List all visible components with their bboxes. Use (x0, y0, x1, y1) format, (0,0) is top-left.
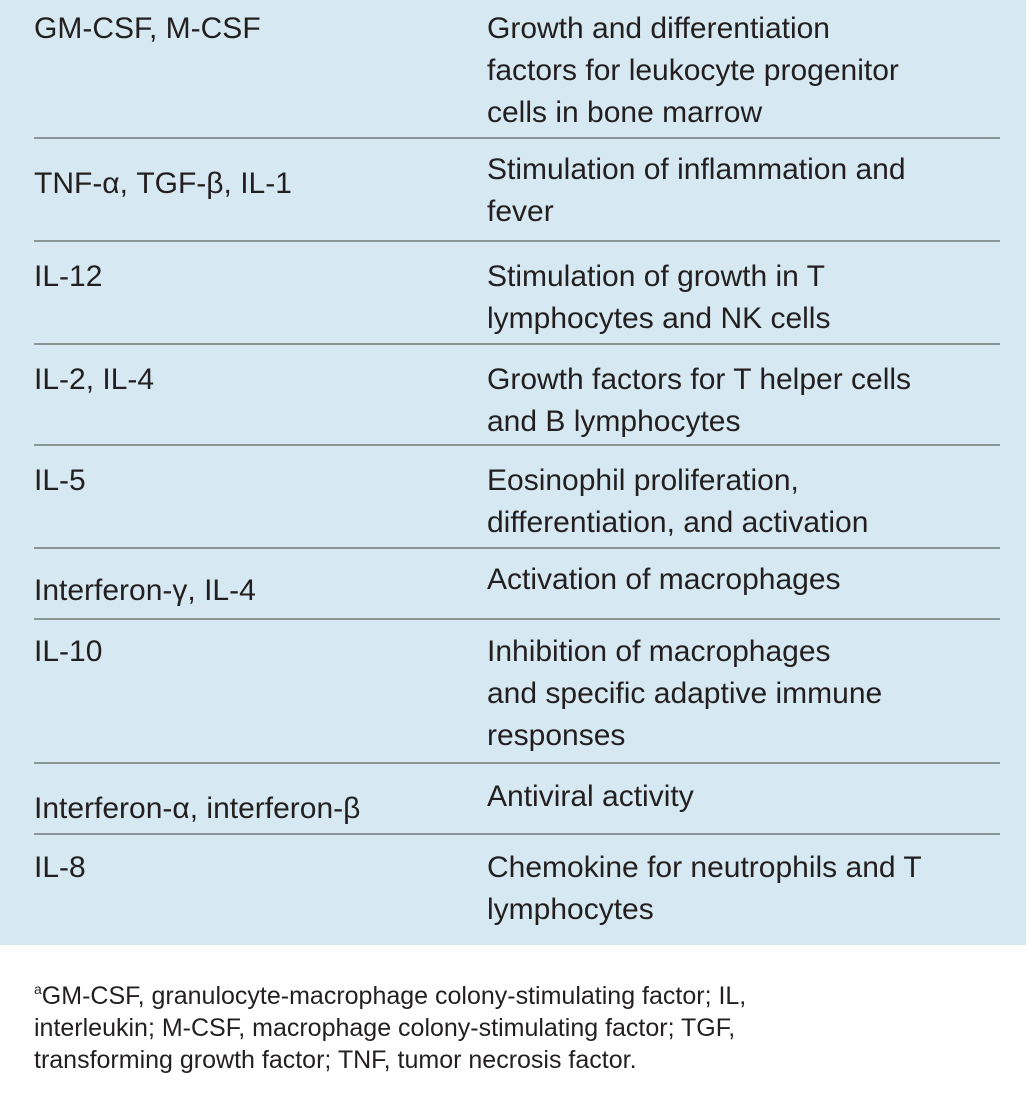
table-row (34, 620, 1000, 764)
cytokine-cell: IL-5 (34, 464, 86, 497)
function-cell (487, 559, 1007, 601)
function-line: lymphocytes and NK cells (487, 302, 831, 335)
cytokine-cell: GM-CSF, M-CSF (34, 12, 261, 45)
function-cell (487, 631, 1007, 757)
cytokine-cell: IL-12 (34, 260, 103, 293)
function-line: Activation of macrophages (487, 563, 841, 596)
cytokine-cell: Interferon-γ, IL-4 (34, 574, 256, 607)
table-row (34, 764, 1000, 835)
table-row (34, 446, 1000, 549)
cytokine-cell: IL-8 (34, 851, 86, 884)
function-line: lymphocytes (487, 893, 654, 926)
function-line: Eosinophil proliferation, (487, 464, 799, 497)
function-line: Inhibition of macrophages (487, 635, 831, 668)
function-line: and B lymphocytes (487, 405, 741, 438)
function-cell (487, 359, 1007, 443)
function-cell (487, 256, 1007, 340)
function-line: factors for leukocyte progenitor (487, 54, 899, 87)
function-line: responses (487, 719, 626, 752)
function-line: cells in bone marrow (487, 96, 763, 129)
table-row (34, 0, 1000, 139)
table-footnote (34, 980, 994, 1076)
function-line: Growth and differentiation (487, 12, 830, 45)
function-line: Stimulation of growth in T (487, 260, 825, 293)
function-cell (487, 8, 1007, 134)
cytokine-cell: IL-10 (34, 635, 103, 668)
cytokine-cell: IL-2, IL-4 (34, 363, 155, 396)
function-cell (487, 847, 1007, 931)
function-line: and specific adaptive immune (487, 677, 883, 710)
footnote-text: GM-CSF, granulocyte-macrophage colony-stimulating factor; IL, (41, 982, 747, 1010)
function-cell (487, 776, 1007, 818)
footnote-line: transforming growth factor; TNF, tumor necrosis factor. (34, 1046, 637, 1074)
function-line: Antiviral activity (487, 780, 694, 813)
function-line: Growth factors for T helper cells (487, 363, 912, 396)
footnote-line (34, 980, 994, 1012)
function-cell (487, 149, 1007, 233)
footnote-line: interleukin; M-CSF, macrophage colony-stimulating factor; TGF, (34, 1014, 736, 1042)
cytokine-cell: TNF-α, TGF-β, IL-1 (34, 167, 292, 200)
table-row (34, 139, 1000, 242)
function-line: fever (487, 195, 554, 228)
function-line: Stimulation of inflammation and (487, 153, 906, 186)
table-row (34, 835, 1000, 945)
function-cell (487, 460, 1007, 544)
table-row (34, 242, 1000, 345)
function-line: Chemokine for neutrophils and T (487, 851, 922, 884)
footnote-marker: a (34, 981, 42, 997)
table-row (34, 345, 1000, 446)
cytokine-cell: Interferon-α, interferon-β (34, 792, 361, 825)
table-row (34, 549, 1000, 620)
function-line: differentiation, and activation (487, 506, 869, 539)
